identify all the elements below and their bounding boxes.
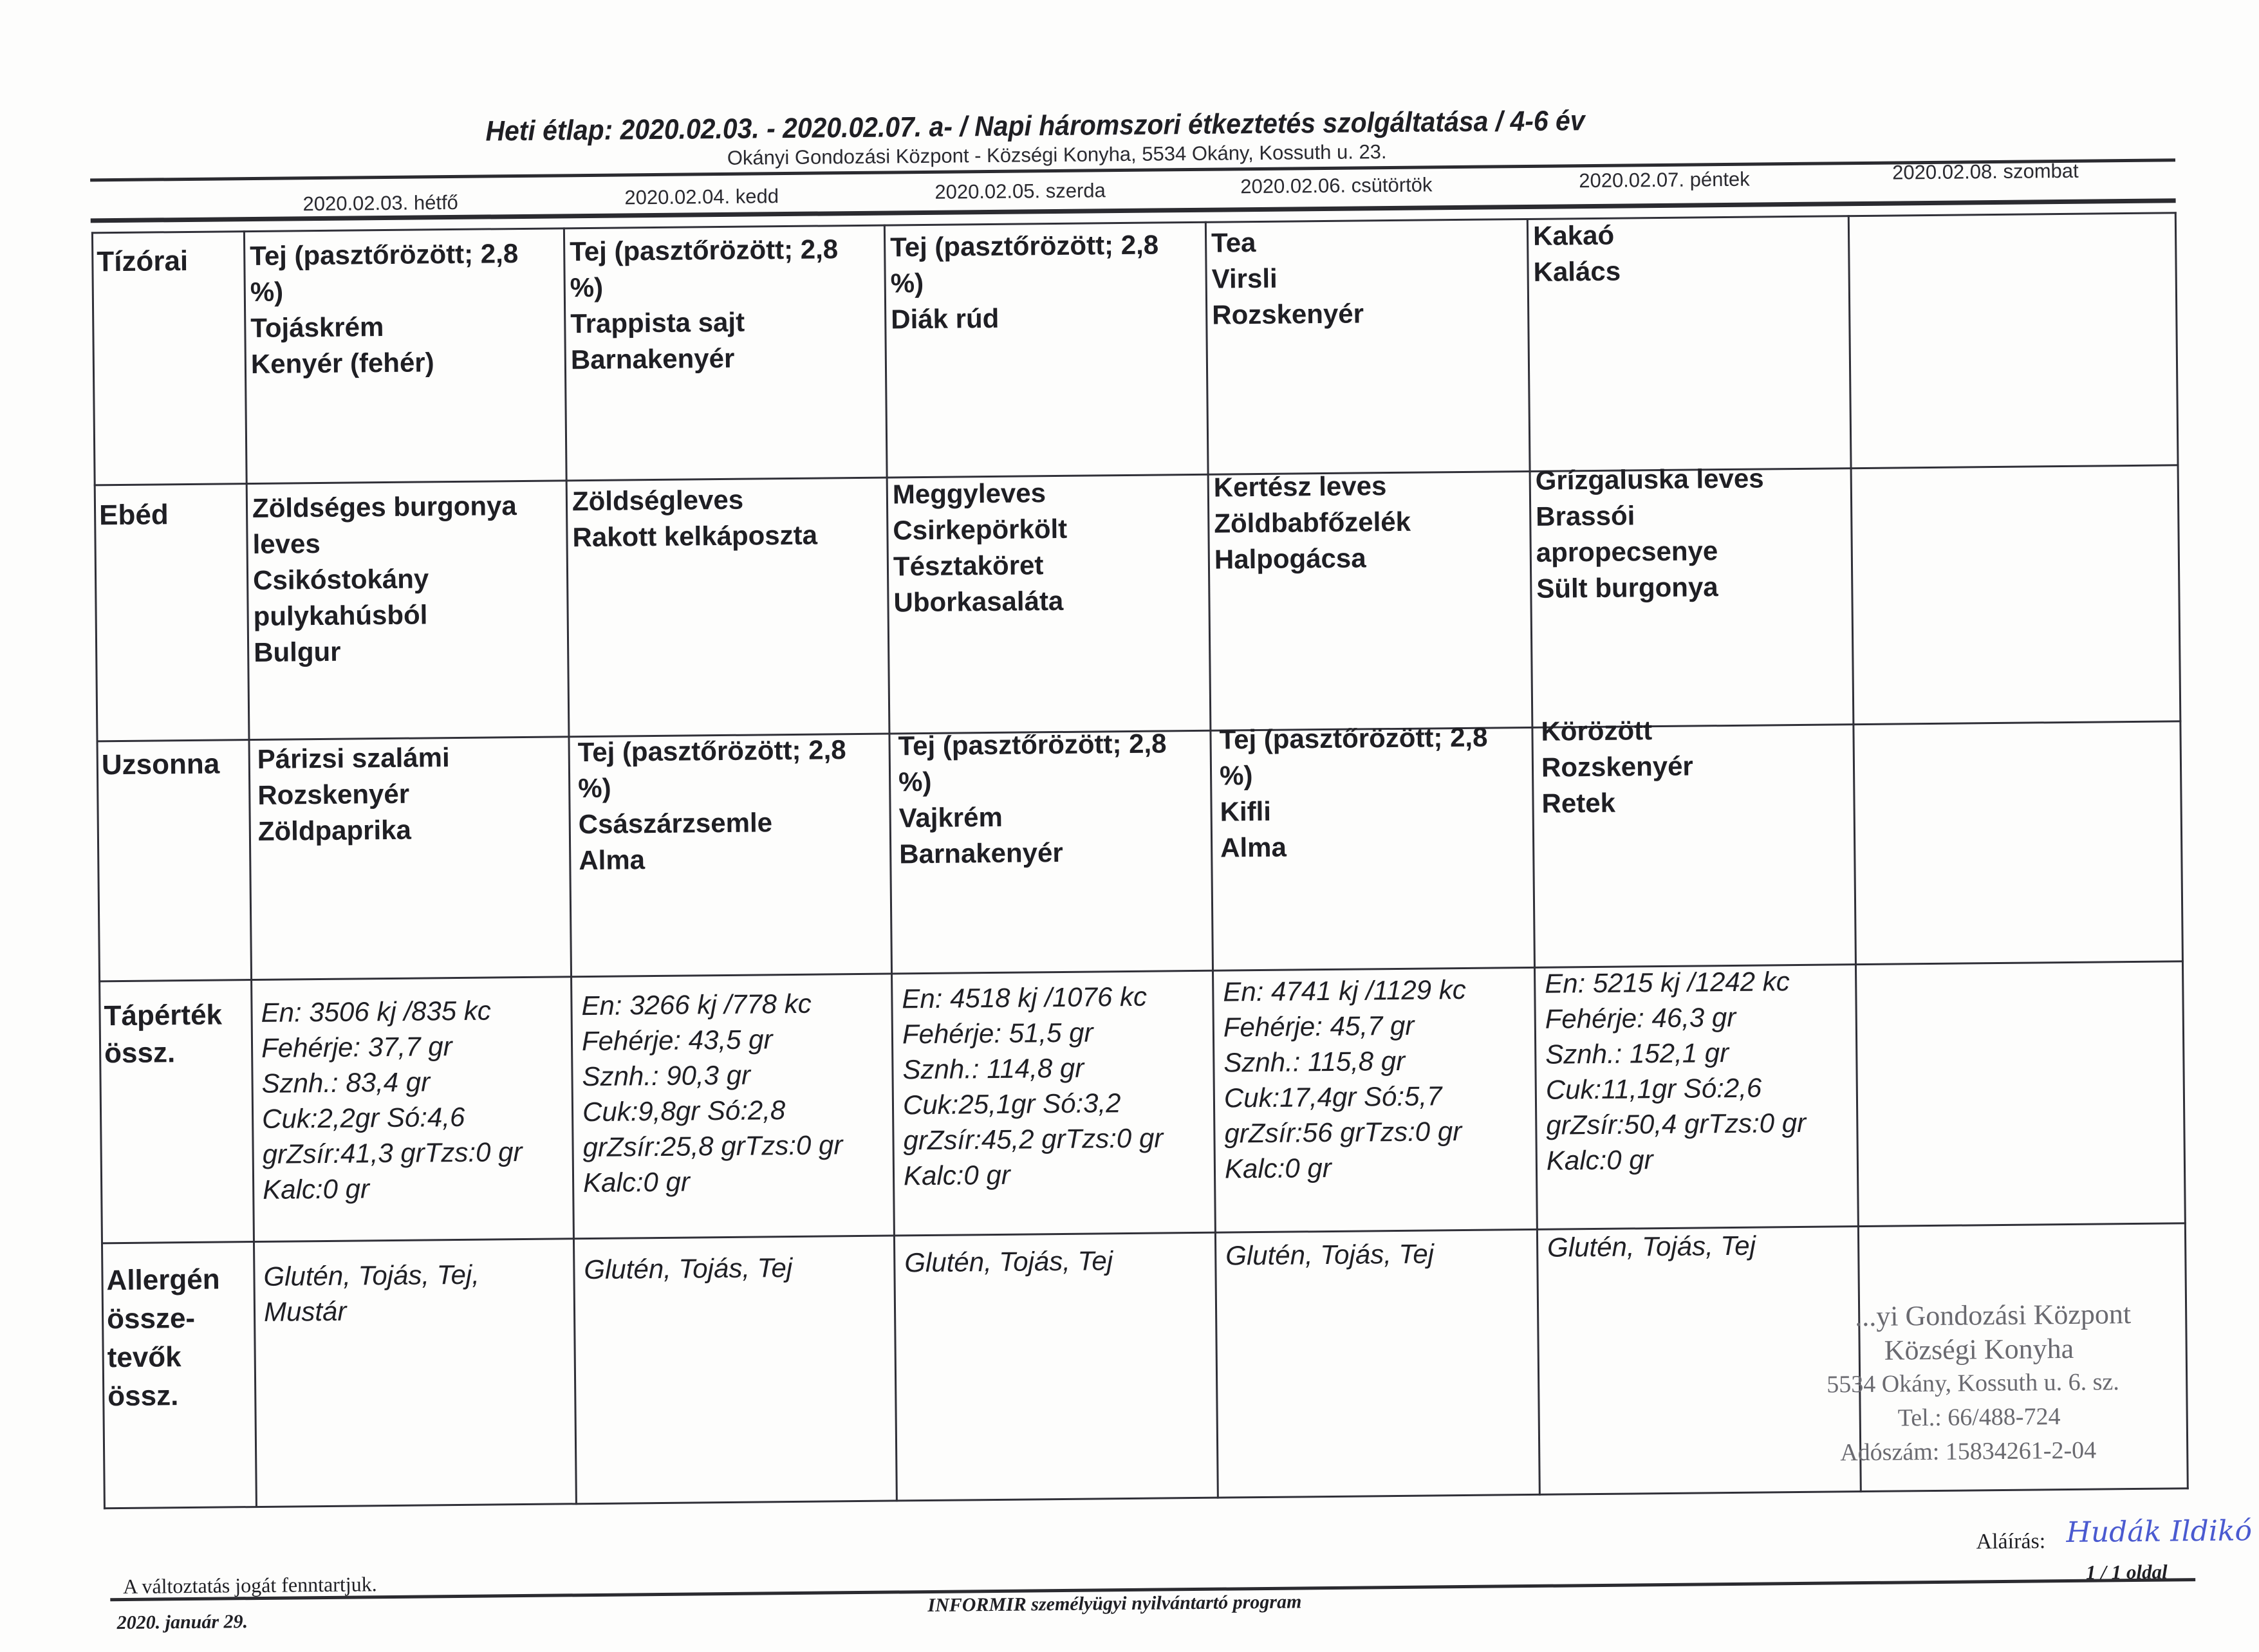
row-label-allergen: Allergén össze- tevők össz. — [106, 1263, 220, 1413]
disclaimer: A változtatás jogát fenntartjuk. — [122, 1572, 377, 1599]
day-header-monday: 2020.02.03. hétfő — [302, 190, 458, 216]
cell-tizorai-wed: Tej (pasztőrözött; 2,8 %) Diák rúd — [889, 229, 1159, 335]
cell-ebed-thu: Kertész leves Zöldbabfőzelék Halpogácsa — [1213, 470, 1411, 575]
cell-uzsonna-wed: Tej (pasztőrözött; 2,8 %) Vajkrém Barnakenyér — [898, 728, 1167, 869]
cell-allergen-tue: Glutén, Tojás, Tej — [584, 1252, 793, 1285]
day-header-saturday: 2020.02.08. szombat — [1892, 159, 2079, 184]
institution-stamp — [1826, 1295, 2259, 1471]
column-divider — [1205, 221, 1219, 1499]
cell-allergen-thu: Glutén, Tojás, Tej — [1225, 1238, 1435, 1271]
cell-allergen-wed: Glutén, Tojás, Tej — [904, 1245, 1113, 1278]
cell-tizorai-tue: Tej (pasztőrözött; 2,8 %) Trappista sajt Barnakenyér — [570, 234, 839, 375]
stamp-line-address: 5534 Okány, Kossuth u. 6. sz. — [1827, 1368, 2119, 1398]
column-divider — [91, 232, 106, 1509]
stamp-line-kitchen: Községi Konyha — [1884, 1332, 2074, 1366]
day-header-friday: 2020.02.07. péntek — [1579, 167, 1750, 192]
stamp-line-phone: Tel.: 66/488-724 — [1897, 1403, 2061, 1432]
stamp-line-tax-number: Adószám: 15834261-2-04 — [1840, 1436, 2097, 1467]
page-number: 1 / 1 oldal — [2085, 1560, 2168, 1584]
row-divider — [101, 1222, 2186, 1244]
column-divider — [1527, 218, 1541, 1496]
page-subtitle: Okányi Gondozási Központ - Községi Konyha, 5534 Okány, Kossuth u. 23. — [727, 140, 1387, 169]
row-label-uzsonna: Uzsonna — [101, 748, 220, 781]
cell-allergen-fri: Glutén, Tojás, Tej — [1547, 1230, 1756, 1263]
cell-uzsonna-mon: Párizsi szalámi Rozskenyér Zöldpaprika — [257, 742, 450, 846]
cell-nutrition-wed: En: 4518 kj /1076 kc Fehérje: 51,5 gr Sznh.: 114,8 gr Cuk:25,1gr Só:3,2 grZsír:45,2 grTzs:0 gr Kalc:0 gr — [902, 981, 1164, 1191]
day-header-tuesday: 2020.02.04. kedd — [624, 185, 779, 209]
cell-ebed-fri: Grízgaluska leves Brassói apropecsenye Sült burgonya — [1535, 463, 1764, 604]
column-divider — [884, 225, 898, 1502]
handwritten-signature: Hudák Ildikó — [2066, 1514, 2253, 1550]
row-label-tizorai: Tízórai — [97, 245, 189, 278]
program-name: INFORMIR személyügyi nyilvántartó program — [927, 1591, 1302, 1617]
cell-tizorai-thu: Tea Virsli Rozskenyér — [1211, 227, 1364, 330]
stamp-line-name: ...yi Gondozási Központ — [1854, 1298, 2132, 1333]
cell-nutrition-tue: En: 3266 kj /778 kc Fehérje: 43,5 gr Sznh.: 90,3 gr Cuk:9,8gr Só:2,8 grZsír:25,8 grTzs:0 gr Kalc:0 gr — [581, 988, 843, 1198]
row-label-taperteke: Tápérték össz. — [104, 999, 223, 1070]
row-label-ebed: Ebéd — [98, 499, 169, 532]
cell-tizorai-mon: Tej (pasztőrözött; 2,8 %) Tojáskrém Kenyér (fehér) — [250, 238, 519, 380]
column-divider — [563, 227, 577, 1505]
day-header-thursday: 2020.02.06. csütörtök — [1240, 173, 1433, 198]
day-header-wednesday: 2020.02.05. szerda — [934, 179, 1106, 203]
print-date: 2020. január 29. — [116, 1611, 248, 1634]
cell-ebed-tue: Zöldségleves Rakott kelkáposzta — [572, 484, 818, 553]
column-divider — [243, 230, 257, 1508]
cell-uzsonna-tue: Tej (pasztőrözött; 2,8 %) Császárzsemle Alma — [577, 734, 846, 876]
table-border-bottom — [104, 1487, 2189, 1509]
page-title: Heti étlap: 2020.02.03. - 2020.02.07. a- / Napi háromszori étkeztetés szolgáltatása / 4-6 év — [485, 105, 1585, 147]
cell-nutrition-thu: En: 4741 kj /1129 kc Fehérje: 45,7 gr Sznh.: 115,8 gr Cuk:17,4gr Só:5,7 grZsír:56 grTzs:0 gr Kalc:0 gr — [1223, 974, 1466, 1184]
cell-nutrition-fri: En: 5215 kj /1242 kc Fehérje: 46,3 gr Sznh.: 152,1 gr Cuk:11,1gr Só:2,6 grZsír:50,4 grTzs:0 gr Kalc:0 gr — [1544, 966, 1807, 1176]
cell-ebed-mon: Zöldséges burgonya leves Csikóstokány pulykahúsból Bulgur — [252, 490, 517, 668]
cell-ebed-wed: Meggyleves Csirkepörkölt Tésztaköret Uborkasaláta — [892, 478, 1068, 618]
row-divider — [94, 464, 2179, 486]
cell-allergen-mon: Glutén, Tojás, Tej, Mustár — [263, 1259, 480, 1327]
cell-uzsonna-thu: Tej (pasztőrözött; 2,8 %) Kifli Alma — [1219, 721, 1488, 863]
cell-tizorai-fri: Kakaó Kalács — [1532, 219, 1621, 287]
cell-uzsonna-fri: Körözött Rozskenyér Retek — [1541, 715, 1693, 819]
signature-label: Aláírás: — [1976, 1529, 2046, 1554]
cell-nutrition-mon: En: 3506 kj /835 kc Fehérje: 37,7 gr Sznh.: 83,4 gr Cuk:2,2gr Só:4,6 grZsír:41,3 grTzs:0 gr Kalc:0 gr — [261, 995, 523, 1205]
